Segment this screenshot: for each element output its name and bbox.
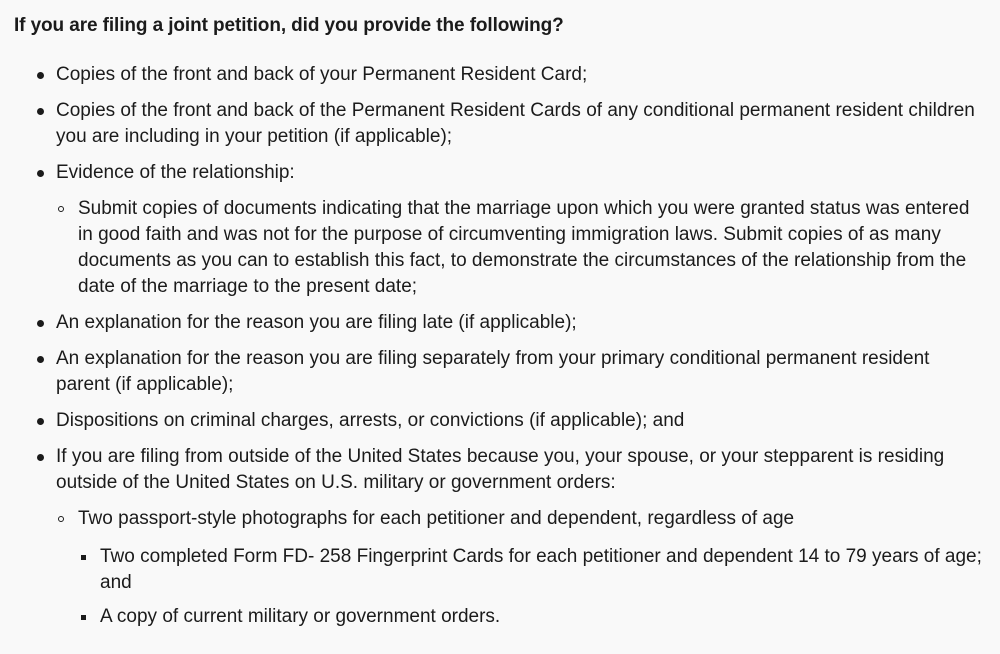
subsublist-item-fingerprint-cards [78, 544, 986, 596]
bullet-disc-icon [37, 418, 44, 425]
bullet-disc-icon [37, 454, 44, 461]
list-item-text: If you are filing from outside of the United States because you, your spouse, or your stepparent is residing outside of the United States on U.S. military or government orders: [56, 446, 945, 493]
outside-us-sublist [56, 506, 986, 630]
sublist-item-text: Two passport-style photographs for each petitioner and dependent, regardless of age [78, 508, 795, 529]
subsublist-item-text: Two completed Form FD- 258 Fingerprint Cards for each petitioner and dependent 14 to 79 years of age; and [100, 546, 982, 593]
subsublist-item-military-orders [78, 604, 986, 630]
list-item-permanent-resident-card [14, 62, 986, 88]
sublist-item-passport-photos [56, 506, 986, 630]
bullet-disc-icon [37, 356, 44, 363]
bullet-disc-icon [37, 320, 44, 327]
list-item-filing-separately [14, 346, 986, 398]
bullet-disc-icon [37, 72, 44, 79]
bullet-square-icon [81, 615, 86, 620]
list-item-dispositions [14, 408, 986, 434]
bullet-circle-icon [58, 206, 64, 212]
bullet-circle-icon [58, 516, 64, 522]
list-item-text: Copies of the front and back of the Permanent Resident Cards of any conditional permanent resident children you are including in your petition (if applicable); [56, 100, 975, 147]
list-item-text: An explanation for the reason you are filing separately from your primary conditional permanent resident parent (if applicable); [56, 348, 930, 395]
bullet-disc-icon [37, 170, 44, 177]
list-item-evidence-of-relationship [14, 160, 986, 300]
requirements-list [14, 62, 986, 630]
evidence-sublist [56, 196, 986, 300]
list-item-filing-late [14, 310, 986, 336]
checklist-heading: If you are filing a joint petition, did you provide the following? [14, 15, 564, 36]
list-item-text: An explanation for the reason you are filing late (if applicable); [56, 312, 577, 333]
sublist-item-marriage-documents [56, 196, 986, 300]
sublist-item-text: Submit copies of documents indicating that the marriage upon which you were granted status was entered in good faith and was not for the purpose of circumventing immigration laws. Submit copies of as many documents as you can to establish this fact, to demonstrate the circumstances of the relationship from the date of the marriage to the present date; [78, 198, 970, 297]
list-item-text: Evidence of the relationship: [56, 162, 295, 183]
list-item-text: Copies of the front and back of your Permanent Resident Card; [56, 64, 588, 85]
subsublist-item-text: A copy of current military or government orders. [100, 606, 501, 627]
list-item-children-cards [14, 98, 986, 150]
passport-photos-sublist [78, 544, 986, 630]
bullet-disc-icon [37, 108, 44, 115]
list-item-text: Dispositions on criminal charges, arrests, or convictions (if applicable); and [56, 410, 685, 431]
bullet-square-icon [81, 555, 86, 560]
list-item-outside-united-states [14, 444, 986, 630]
